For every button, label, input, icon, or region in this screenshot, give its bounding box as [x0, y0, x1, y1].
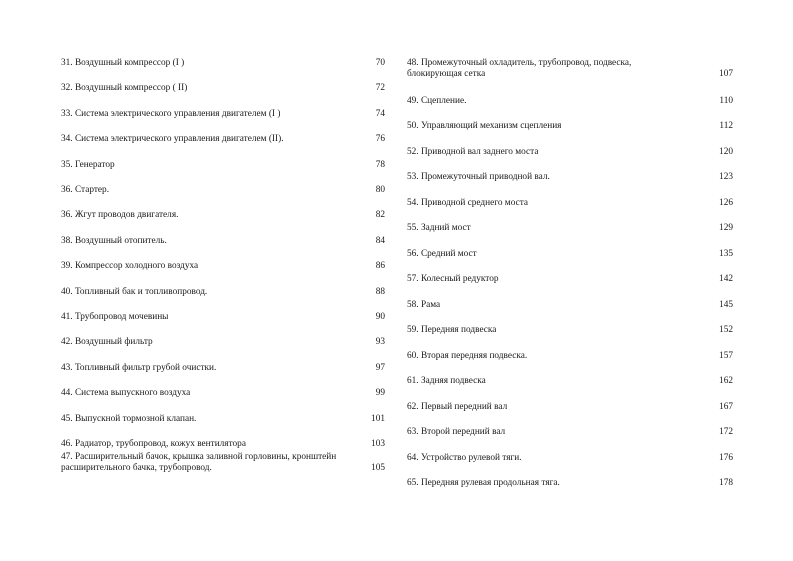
toc-entry — [407, 453, 733, 465]
toc-entry — [407, 300, 733, 312]
toc-entry-title: 50. Управляющий механизм сцепления — [407, 121, 562, 131]
toc-entry-page: 82 — [375, 210, 385, 221]
toc-entry — [407, 376, 733, 388]
toc-entry — [61, 83, 385, 95]
toc-entry-page: 103 — [371, 439, 385, 449]
toc-entry — [407, 478, 733, 490]
toc-entry-title: расширительного бачка, трубопровод. — [61, 463, 212, 474]
toc-entry-title: 58. Рама — [407, 299, 441, 310]
toc-entry — [407, 198, 733, 210]
toc-entry-title: 36. Стартер. — [61, 185, 110, 195]
toc-entry-page: 167 — [719, 401, 733, 412]
toc-entry-page: 78 — [375, 159, 385, 170]
toc-entry — [407, 147, 733, 159]
toc-entry — [61, 439, 385, 451]
toc-entry-title: 59. Передняя подвеска — [407, 325, 497, 335]
toc-entry-title: 41. Трубопровод мочевины — [61, 312, 169, 322]
toc-entry — [61, 160, 385, 172]
toc-entry — [61, 452, 385, 475]
toc-entry-title: 35. Генератор — [61, 159, 115, 170]
toc-entry-page: 80 — [375, 185, 385, 195]
toc-entry — [61, 236, 385, 248]
toc-entry — [61, 109, 385, 121]
toc-entry-page: 112 — [719, 121, 733, 131]
toc-entry-title: 56. Средний мост — [407, 248, 477, 259]
toc-entry-title: 57. Колесный редуктор — [407, 274, 499, 284]
toc-entry — [61, 312, 385, 324]
toc-entry-page: 76 — [375, 134, 385, 145]
toc-entry-page: 86 — [375, 261, 385, 272]
toc-entry — [61, 414, 385, 426]
toc-entry — [61, 185, 385, 197]
toc-entry — [407, 172, 733, 184]
toc-entry-title: 55. Задний мост — [407, 223, 471, 233]
toc-entry-title: 39. Компрессор холодного воздуха — [61, 261, 199, 272]
toc-entry-title: 63. Второй передний вал — [407, 427, 506, 437]
toc-entry-page: 142 — [719, 274, 733, 284]
toc-entry-title: 53. Промежуточный приводной вал. — [407, 172, 550, 182]
toc-entry-title: 49. Сцепление. — [407, 95, 467, 106]
toc-entry-page: 152 — [719, 325, 733, 335]
toc-entry — [407, 58, 733, 81]
toc-entry-title: 38. Воздушный отопитель. — [61, 235, 167, 246]
toc-entry-page: 70 — [375, 58, 385, 68]
toc-entry-page: 97 — [375, 362, 385, 373]
toc-entry-page: 176 — [719, 452, 733, 463]
toc-entry — [61, 210, 385, 222]
toc-entry-page: 157 — [719, 350, 733, 361]
toc-entry-page: 129 — [719, 223, 733, 233]
toc-entry-page: 126 — [719, 197, 733, 208]
toc-entry-title: 60. Вторая передняя подвеска. — [407, 350, 528, 361]
toc-entry-title-line1: 48. Промежуточный охладитель, трубопровод, подвеска, — [407, 57, 632, 68]
toc-entry — [407, 121, 733, 133]
toc-entry-page: 74 — [375, 108, 385, 119]
toc-entry-title: 62. Первый передний вал — [407, 401, 508, 412]
toc-entry-title: 31. Воздушный компрессор (I ) — [61, 58, 185, 68]
toc-entry — [61, 134, 385, 146]
toc-entry-page: 120 — [719, 146, 733, 157]
toc-entry — [407, 351, 733, 363]
toc-entry-page: 107 — [719, 69, 733, 79]
toc-entry — [407, 274, 733, 286]
toc-entry-title: блокирующая сетка — [407, 69, 486, 79]
toc-entry — [407, 249, 733, 261]
toc-entry-title: 43. Топливный фильтр грубой очистки. — [61, 362, 217, 373]
toc-entry — [61, 363, 385, 375]
toc-entry — [61, 287, 385, 299]
toc-entry — [407, 325, 733, 337]
toc-entry — [407, 402, 733, 414]
toc-entry-page: 178 — [719, 478, 733, 488]
toc-entry-page: 84 — [375, 235, 385, 246]
toc-entry — [61, 58, 385, 70]
toc-entry-page: 72 — [375, 83, 385, 94]
toc-entry-page: 110 — [719, 95, 733, 106]
toc-entry — [61, 337, 385, 349]
toc-entry-title: 46. Радиатор, трубопровод, кожух вентилятора — [61, 439, 246, 449]
toc-entry-title: 40. Топливный бак и топливопровод. — [61, 286, 208, 297]
toc-entry — [61, 261, 385, 273]
toc-entry-title: 36. Жгут проводов двигателя. — [61, 210, 179, 221]
toc-entry-page: 90 — [375, 312, 385, 322]
toc-entry-page: 101 — [371, 413, 385, 424]
toc-entry — [407, 427, 733, 439]
toc-entry-page: 145 — [719, 299, 733, 310]
toc-entry — [407, 96, 733, 108]
toc-entry-title-line1: 47. Расширительный бачок, крышка заливной горловины, кронштейн — [61, 451, 337, 462]
toc-entry-page: 105 — [371, 463, 385, 474]
toc-entry-page: 162 — [719, 376, 733, 386]
toc-entry-page: 123 — [719, 172, 733, 182]
toc-entry — [61, 388, 385, 400]
toc-entry-title: 45. Выпускной тормозной клапан. — [61, 413, 197, 424]
toc-entry-page: 135 — [719, 248, 733, 259]
toc-entry-title: 44. Система выпускного воздуха — [61, 388, 191, 399]
toc-entry-page: 88 — [375, 286, 385, 297]
toc-entry-title: 42. Воздушный фильтр — [61, 337, 153, 348]
toc-entry-title: 64. Устройство рулевой тяги. — [407, 452, 522, 463]
toc-entry-page: 99 — [375, 388, 385, 399]
toc-entry-title: 52. Приводной вал заднего моста — [407, 146, 539, 157]
toc-entry — [407, 223, 733, 235]
toc-entry-title: 54. Приводной среднего моста — [407, 197, 529, 208]
toc-entry-title: 33. Система электрического управления двигателем (I ) — [61, 108, 281, 119]
toc-entry-title: 34. Система электрического управления двигателем (II). — [61, 134, 284, 145]
toc-entry-page: 93 — [375, 337, 385, 348]
toc-entry-title: 61. Задняя подвеска — [407, 376, 486, 386]
toc-entry-title: 65. Передняя рулевая продольная тяга. — [407, 478, 560, 488]
toc-entry-title: 32. Воздушный компрессор ( II) — [61, 83, 188, 94]
toc-entry-page: 172 — [719, 427, 733, 437]
